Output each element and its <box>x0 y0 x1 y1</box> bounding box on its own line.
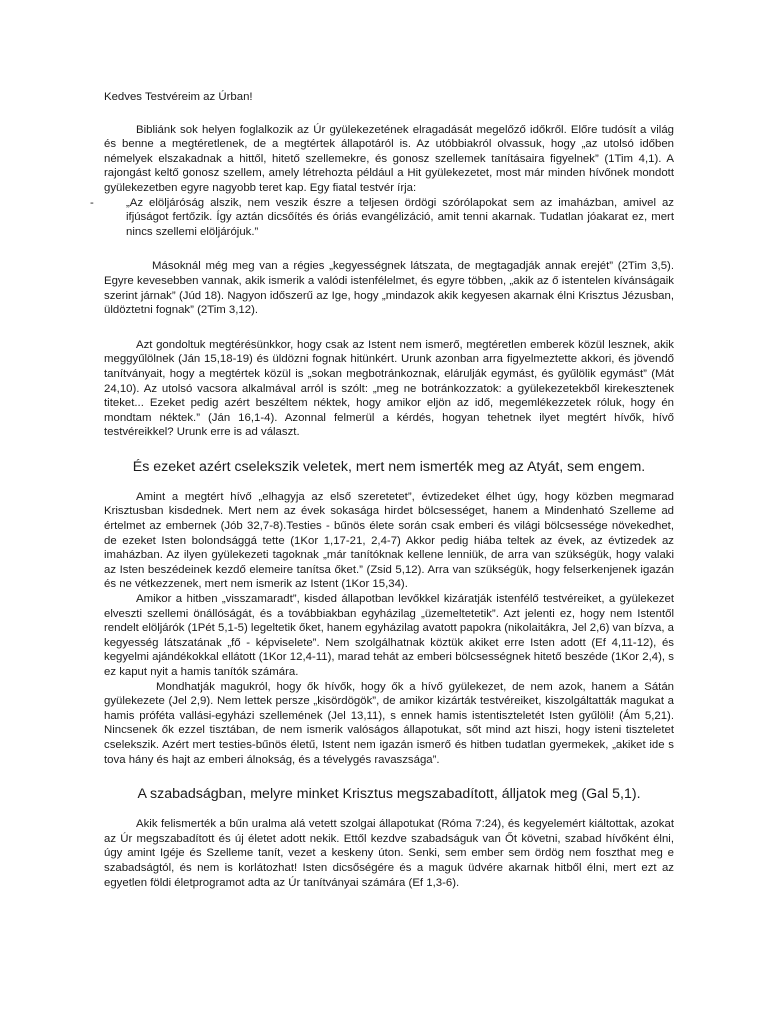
quote-paragraph: „Az elöljáróság alszik, nem veszik észre a teljesen ördögi szórólapokat sem az imaházban, amivel az ifjúságot fertőzik. Így aztán dicsőítés és óriás evangélizáció, amit tenni akarnak. Tudatlan jóakarat ez, mert nincs szellemi elöljárójuk.” <box>126 196 674 238</box>
paragraph-2: Másoknál még meg van a régies „kegyességnek látszata, de megtagadják annak erejét” (2Tim 3,5). Egyre kevesebben vannak, akik ismerik a valódi istenfélelmet, és egyre többen, „akik az ő istentelen kívánságaik szerint járnak” (Júd 18). Nagyon időszerű az Ige, hogy „mindazok akik kegyesen akarnak élni Krisztus Jézusban, üldöztetni fognak” (2Tim 3,12). <box>104 260 674 317</box>
paragraph-6: Mondhatják magukról, hogy ők hívők, hogy ők a hívő gyülekezet, de nem azok, hanem a Sátán gyülekezete (Jel 2,9). Nem lettek persze „kisördögök”, de amikor kizárták testvéreiket, kiszolgáltatták magukat a hamis próféta vallási-egyházi szellemének (Jel 13,11), s ennek hamis istentiszteletét Isten gyűlöli! (Ám 5,21). Nincsenek ők ezzel tisztában, de nem ismerik valóságos állapotukat, sőt mind azt hiszi, hogy isteni tiszteletet cselekszik. Azért mert testies-bűnös életű, Istent nem igazán ismerő és hitben tudatlan gyermekek, „akiket ide s tova hány és hajt az emberi álnokság, és a tévelygés ravaszsága”. <box>104 680 674 766</box>
letter-page <box>90 90 674 890</box>
paragraph-7: Akik felismerték a bűn uralma alá vetett szolgai állapotukat (Róma 7:24), és kegyelemért kiáltottak, azokat az Úr megszabadított és új életet adott nekik. Ettől kezdve szabadságuk van Őt követni, szabad hívőként élni, úgy amint Igéje és Szelleme tanít, vezet a keskeny úton. Senki, sem ember sem ördög nem foszthat meg e szabadságtól, és nem is korlátozhat! Isten dicsőségére és a maguk üdvére akarnak hitből élni, mert ezt az egyetlen földi életprogramot adta az Úr tanítványai számára (Ef 1,3-6). <box>104 818 674 889</box>
quote-dash: - <box>90 196 94 209</box>
paragraph-5: Amikor a hitben „visszamaradt”, kisded állapotban levőkkel kizáratják istenfélő testvéreiket, a gyülekezet elveszti szellemi önállóságát, és a továbbiakban egyházilag „üzemeltetetik”. Azt jelenti ez, hogy nem Istentől rendelt elöljárók (1Pét 5,1-5) legeltetik őket, hanem egyházilag avatott papokra (nikolaitákra, Jel 2,6) van bízva, a kegyesség látszatának „fő - képviselete”. Nem szolgálhatnak köztük akiket erre Isten adott (Ef 4,11-12), és kegyelmi ajándékokkal ellátott (1Kor 12,4-11), marad tehát az emberi bölcsességnek hitető beszéde (1Kor 2,4), s ez kaput nyit a hamis tanítók számára. <box>104 593 674 678</box>
paragraph-4: Amint a megtért hívő „elhagyja az első szeretetet”, évtizedeket élhet úgy, hogy közben megmarad Krisztusban kisdednek. Mert nem az évek sokasága hirdet bölcsességet, hanem a Mindenható Szelleme ad értelmet az embernek (Jób 32,7-8).Testies - bűnös élete során csak emberi és világi bölcsessége növekedhet, de ezeket Isten bolondsággá tette (1Kor 1,17-21, 2,4-7) Akkor pedig hiába teltek az évek, az évtizedek az imaházban. Az ilyen gyülekezeti tagoknak „már tanítóknak kellene lenniük, de arra van szükségük, hogy valaki az Isten beszédeinek kezdő elemeire tanítsa őket.” (Zsid 5,12). Arra van szükségük, hogy felserkenjenek igazán és ne vétkezzenek, mert nem ismerik az Istent (1Kor 15,34). <box>104 490 674 591</box>
greeting: Kedves Testvéreim az Úrban! <box>104 91 253 103</box>
quote-block <box>90 196 674 240</box>
paragraph-3: Azt gondoltuk megtérésünkkor, hogy csak az Istent nem ismerő, megtéretlen emberek közül lesznek, akik meggyűlölnek (Ján 15,18-19) és üldözni fognak hitünkért. Urunk azonban arra figyelmeztette akkori, és jövendő tanítványait, hogy a megtértek közül is „sokan megbotránkoznak, elárulják egymást, és gyűlölik egymást” (Mát 24,10). Az utolsó vacsora alkalmával arról is szólt: „meg ne botránkozzatok: a gyülekezetekből kirekesztenek titeket... Ezeket pedig azért beszéltem néktek, hogy amikor eljön az idő, megemlékezzetek róluk, hogy én mondtam néktek.” (Ján 16,1-4). Azonnal felmerül a kérdés, hogyan tehetnek ilyet megtért hívők, hívő testvéreikkel? Urunk erre is ad választ. <box>104 338 674 439</box>
section-heading-2: A szabadságban, melyre minket Krisztus megszabadított, álljatok meg (Gal 5,1). <box>137 786 641 803</box>
section-heading-1: És ezeket azért cselekszik veletek, mert nem ismerték meg az Atyát, sem engem. <box>132 458 646 475</box>
intro-paragraph: Bibliánk sok helyen foglalkozik az Úr gyülekezetének elragadását megelőző időkről. Előre tudósít a világ és benne a megtéretlenek, de a megtértek állapotáról is. Az utóbbiakról olvassuk, hogy „az utolsó időben némelyek elszakadnak a hittől, hitető szellemekre, és gonosz szellemek tanításaira figyelnek” (1Tim 4,1). A rajongást keltő gonosz szellem, amely létrehozta például a Hit gyülekezetet, most már minden hívőnek mondott gyülekezetben egyre nagyobb teret kap. Egy fiatal testvér írja: <box>104 123 674 194</box>
